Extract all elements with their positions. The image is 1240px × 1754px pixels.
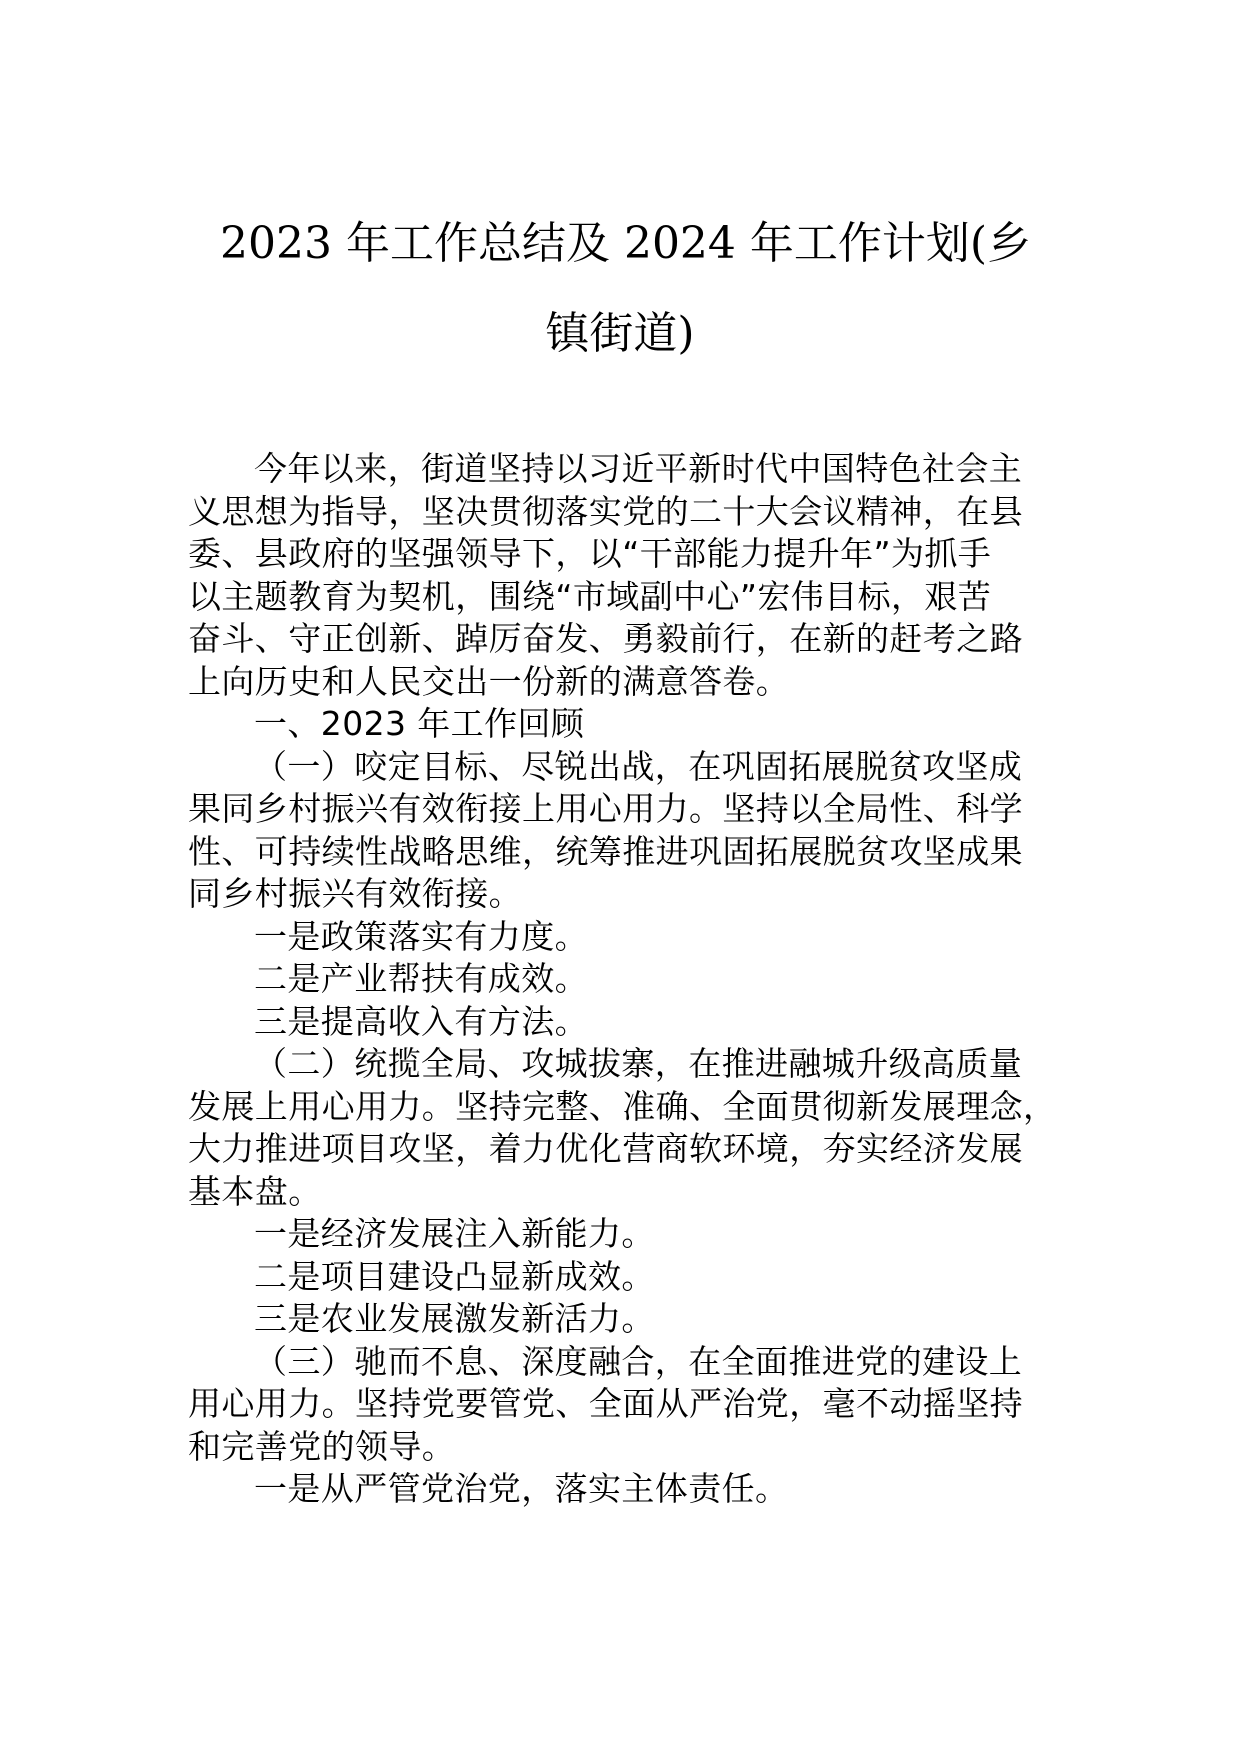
body-text-line: （二）统揽全局、攻城拔寨，在推进融城升级高质量 xyxy=(254,1044,1023,1083)
body-text-line: 用心用力。坚持党要管党、全面从严治党，毫不动摇坚持 xyxy=(188,1384,1023,1423)
body-text-line: 基本盘。 xyxy=(188,1171,322,1211)
body-text-line: 发展上用心用力。坚持完整、准确、全面贯彻新发展理念， xyxy=(188,1086,1057,1126)
body-text-line: 大力推进项目攻坚，着力优化营商软环境，夯实经济发展 xyxy=(188,1129,1023,1168)
body-text-line: 以主题教育为契机，围绕“市域副中心”宏伟目标，艰苦 xyxy=(188,576,992,616)
body-text-line: 今年以来，街道坚持以习近平新时代中国特色社会主 xyxy=(254,449,1023,488)
body-text-line: 性、可持续性战略思维，统筹推进巩固拓展脱贫攻坚成果 xyxy=(188,831,1023,871)
body-text-line: （三）驰而不息、深度融合，在全面推进党的建设上 xyxy=(254,1341,1023,1381)
body-text-line: 果同乡村振兴有效衔接上用心用力。坚持以全局性、科学 xyxy=(188,789,1023,828)
document-title-line-2: 镇街道) xyxy=(545,308,695,359)
body-text-line: 奋斗、守正创新、踔厉奋发、勇毅前行，在新的赶考之路 xyxy=(188,619,1023,658)
document-body xyxy=(188,448,1088,1511)
document-title-line-1: 2023 年工作总结及 2024 年工作计划(乡 xyxy=(220,218,1032,269)
body-text-line: 和完善党的领导。 xyxy=(188,1426,456,1466)
body-text-line: 上向历史和人民交出一份新的满意答卷。 xyxy=(188,661,790,701)
body-text-line: 三是农业发展激发新活力。 xyxy=(254,1299,655,1338)
body-text-line: 二是产业帮扶有成效。 xyxy=(254,959,588,998)
body-text-line: 一是政策落实有力度。 xyxy=(254,916,588,956)
body-text-line: 义思想为指导，坚决贯彻落实党的二十大会议精神，在县 xyxy=(188,491,1023,531)
body-text-line: 同乡村振兴有效衔接。 xyxy=(188,874,522,913)
body-text-line: 一、2023 年工作回顾 xyxy=(254,704,585,743)
body-text-line: 一是经济发展注入新能力。 xyxy=(254,1214,655,1253)
body-text-line: 二是项目建设凸显新成效。 xyxy=(254,1256,655,1296)
body-text-line: 一是从严管党治党，落实主体责任。 xyxy=(254,1469,789,1508)
body-text-line: 委、县政府的坚强领导下，以“干部能力提升年”为抓手 xyxy=(188,534,992,573)
body-text-line: （一）咬定目标、尽锐出战，在巩固拓展脱贫攻坚成 xyxy=(254,746,1023,786)
body-text-line: 三是提高收入有方法。 xyxy=(254,1001,588,1041)
